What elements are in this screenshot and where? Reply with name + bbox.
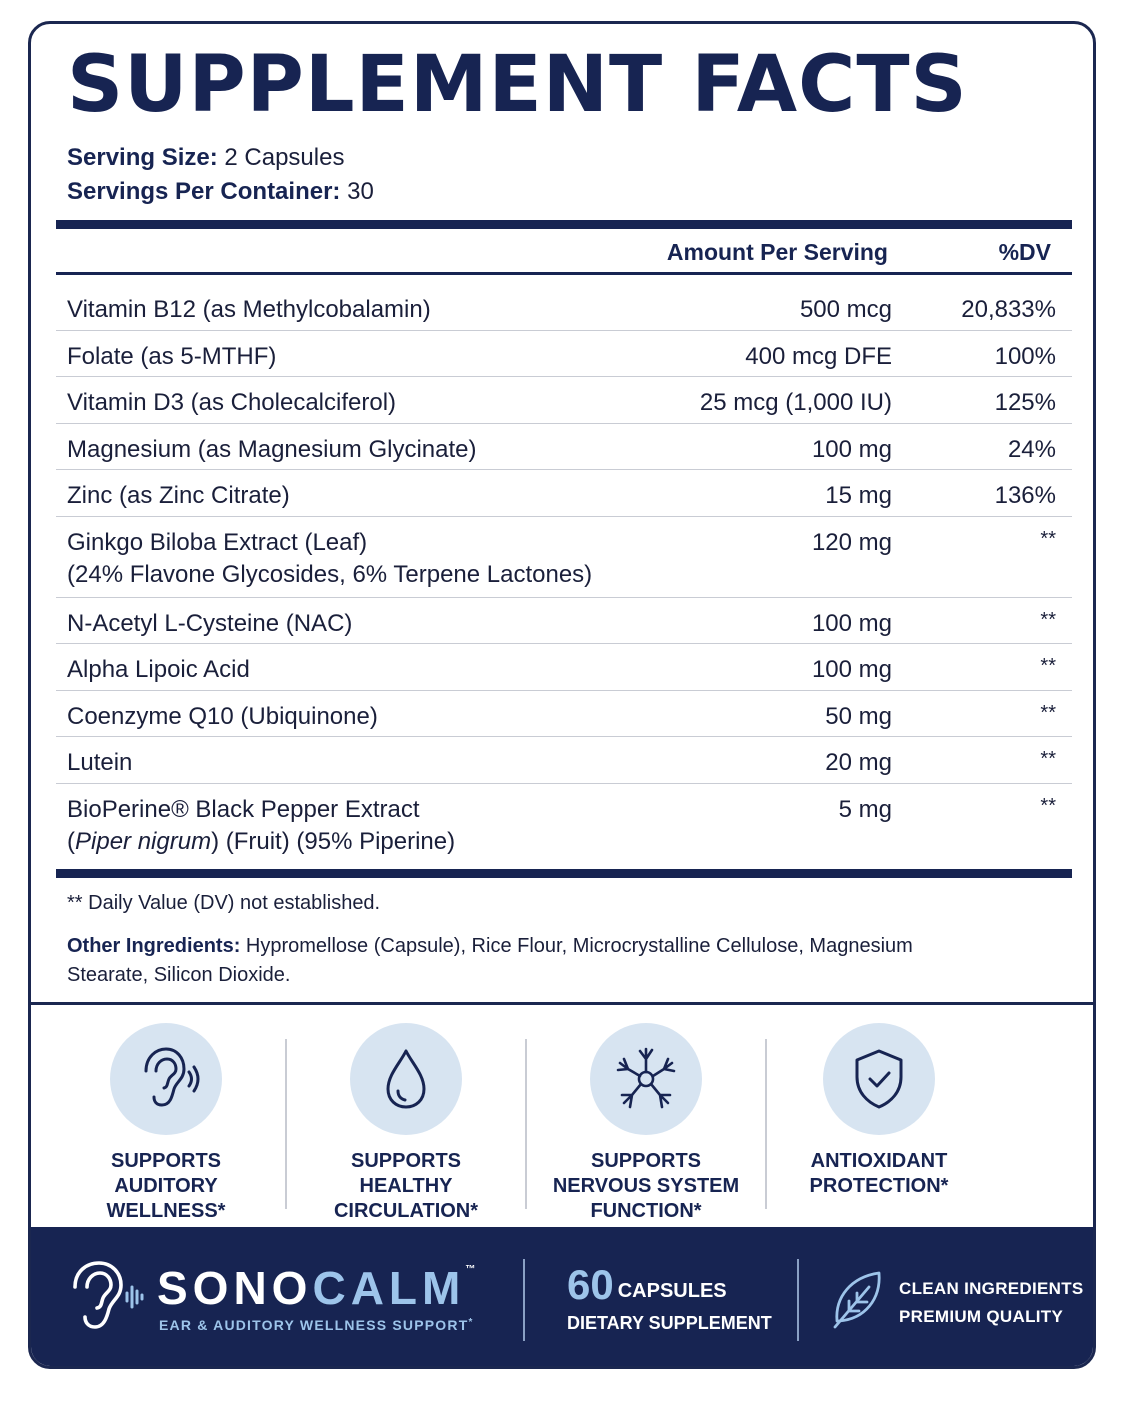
table-row [56,644,1072,691]
nutrient-amount: 100 mg [811,610,892,637]
table-row [56,691,1072,737]
serving-size-value: 2 Capsules [224,144,345,171]
daily-value-header: %DV [998,239,1051,265]
table-row [56,424,1072,470]
nutrient-name: Folate (as 5-MTHF) [67,343,277,370]
servings-per-container [67,178,374,206]
nutrient-name-detail: (24% Flavone Glycosides, 6% Terpene Lactones) [67,561,593,588]
servings-per-container-value: 30 [347,178,374,205]
brand-tagline-text: EAR & AUDITORY WELLNESS SUPPORT [159,1317,469,1333]
nutrient-name: Alpha Lipoic Acid [67,656,250,683]
table-row [56,737,1072,784]
clean-ingredients-text: CLEAN INGREDIENTS [899,1279,1084,1298]
benefit-nervous-system [526,1023,766,1224]
nutrient-dv: 100% [994,343,1056,370]
nutrient-name-main: Ginkgo Biloba Extract (Leaf) [67,529,368,556]
brand-tagline [159,1317,474,1333]
amount-per-serving-header: Amount Per Serving [666,239,888,265]
nutrient-dv: 125% [994,389,1056,416]
table-row [56,517,1072,598]
ear-sound-icon [110,1023,222,1135]
nutrient-name: Magnesium (as Magnesium Glycinate) [67,436,477,463]
nutrient-name: Coenzyme Q10 (Ubiquinone) [67,703,378,730]
nutrient-name-main: BioPerine® Black Pepper Extract [67,796,420,823]
nutrient-name: Zinc (as Zinc Citrate) [67,482,290,509]
quality-claims [899,1275,1084,1331]
other-ingredients-label: Other Ingredients: [67,935,241,957]
servings-per-container-label: Servings Per Container: [67,178,341,205]
nutrient-dv: ** [1040,655,1056,677]
table-row [56,784,1072,864]
bottom-rule [56,869,1072,878]
botanical-name: Piper nigrum [75,828,212,855]
nutrient-dv: 136% [994,482,1056,509]
shield-check-icon [823,1023,935,1135]
nutrient-amount: 400 mcg DFE [745,343,892,370]
trademark-mark: ™ [465,1264,476,1275]
benefit-label: SUPPORTS NERVOUS SYSTEM FUNCTION* [552,1150,740,1222]
table-row [56,377,1072,424]
table-row [56,284,1072,331]
droplet-icon [350,1023,462,1135]
nutrient-name: Vitamin B12 (as Methylcobalamin) [67,296,431,323]
nutrient-name [67,527,592,591]
nutrient-amount: 5 mg [838,796,892,823]
nutrient-name-detail: (Piper nigrum) (Fruit) (95% Piperine) [67,828,456,855]
benefit-label: SUPPORTS HEALTHY CIRCULATION* [333,1150,479,1222]
nutrient-amount: 100 mg [811,656,892,683]
nutrient-dv: ** [1040,748,1056,770]
nutrient-amount: 500 mcg [799,296,892,323]
nutrient-dv: 20,833% [961,296,1056,323]
table-row [56,598,1072,644]
benefit-label: SUPPORTS AUDITORY WELLNESS* [106,1150,226,1222]
brand-tagline-mark: * [468,1317,474,1328]
leaf-icon [829,1267,885,1334]
product-type: DIETARY SUPPLEMENT [567,1313,772,1333]
premium-quality-text: PREMIUM QUALITY [899,1307,1064,1326]
supplement-facts-panel [28,21,1096,1369]
other-ingredients-text: Hypromellose (Capsule), Rice Flour, Microcrystalline Cellulose, Magnesium Stearate, Silicon Dioxide. [67,935,913,986]
brand-name [157,1262,476,1314]
table-row [56,470,1072,517]
nutrient-name [67,794,455,858]
benefit-label: ANTIOXIDANT PROTECTION* [809,1150,949,1197]
nutrient-amount: 20 mg [825,749,892,776]
ear-logo-icon [67,1257,159,1342]
nutrient-amount: 120 mg [811,529,892,556]
benefits-row [31,1005,1093,1227]
nutrient-dv: ** [1040,795,1056,817]
nutrient-amount: 50 mg [825,703,892,730]
panel-title: SUPPLEMENT FACTS [67,40,968,130]
nutrient-dv: ** [1040,702,1056,724]
top-rule [56,220,1072,229]
nutrient-name: N-Acetyl L-Cysteine (NAC) [67,610,353,637]
brand-name-part2: CALM [312,1262,466,1314]
capsule-count-label: CAPSULES [617,1280,727,1302]
neuron-icon [590,1023,702,1135]
nutrient-dv: ** [1040,609,1056,631]
botanical-detail: ) (Fruit) (95% Piperine) [211,828,456,855]
nutrient-dv: ** [1040,528,1056,550]
capsule-count-number: 60 [567,1261,614,1308]
footer-separator [523,1259,525,1341]
dv-footnote: ** Daily Value (DV) not established. [67,892,381,914]
header-rule [56,272,1072,275]
nutrient-amount: 25 mcg (1,000 IU) [699,389,892,416]
nutrient-dv: 24% [1007,436,1056,463]
brand-name-part1: SONO [157,1262,313,1314]
serving-size-label: Serving Size: [67,144,218,171]
nutrient-table [56,284,1072,864]
serving-size [67,144,344,172]
nutrient-name: Vitamin D3 (as Cholecalciferol) [67,389,397,416]
nutrient-amount: 15 mg [825,482,892,509]
capsule-count [567,1261,772,1333]
benefit-auditory [46,1023,286,1224]
nutrient-name: Lutein [67,749,133,776]
nutrient-amount: 100 mg [811,436,892,463]
brand-footer [31,1227,1093,1369]
benefit-antioxidant [759,1023,999,1199]
other-ingredients [67,932,947,990]
benefit-circulation [286,1023,526,1224]
footer-separator [797,1259,799,1341]
table-row [56,331,1072,377]
